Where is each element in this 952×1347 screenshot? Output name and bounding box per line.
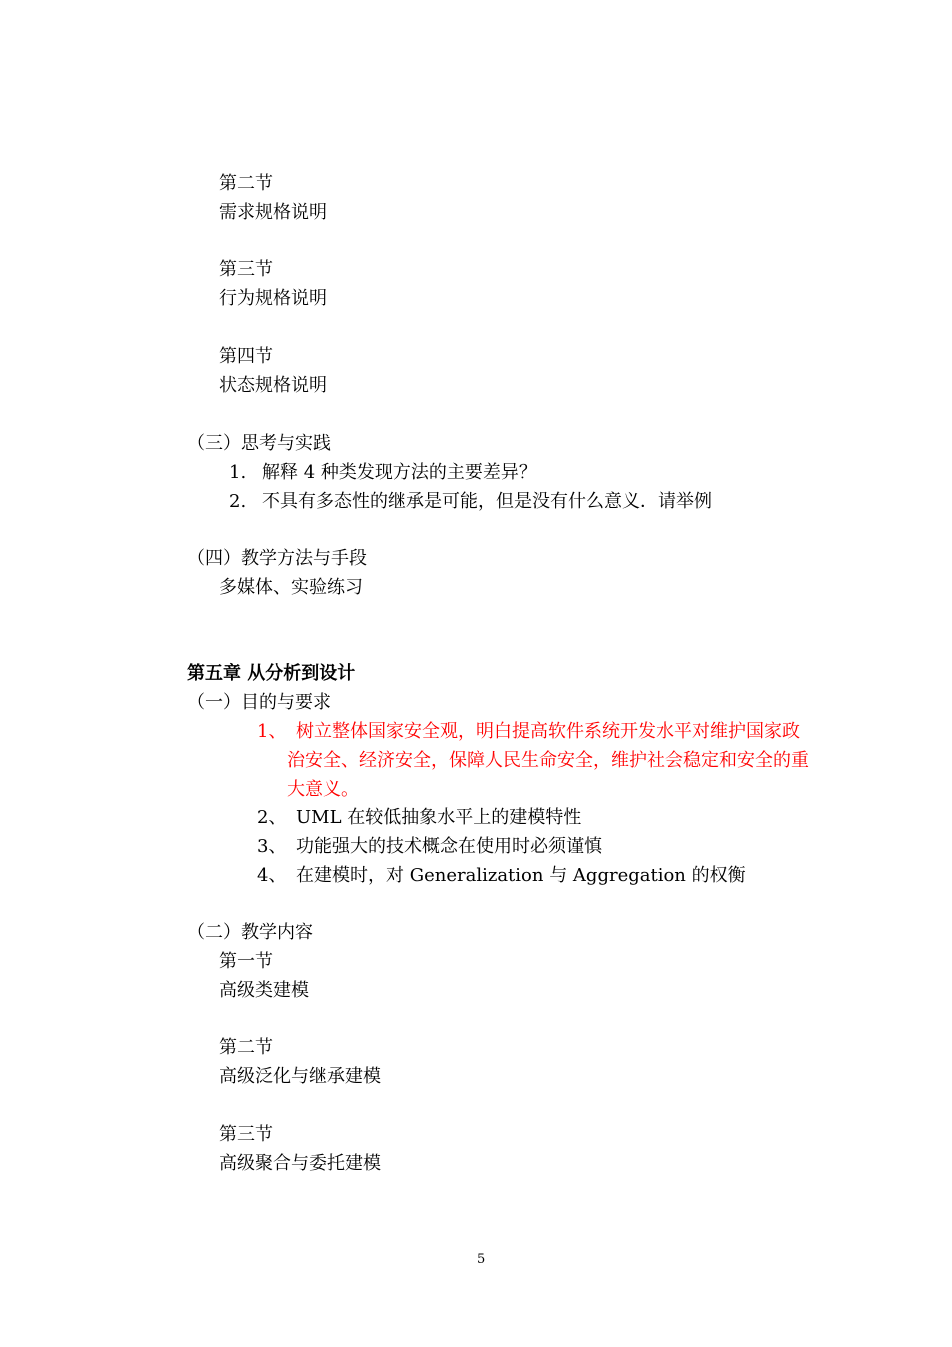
list-item-text: 治安全、经济安全，保障人民生命安全，维护社会稳定和安全的重 (287, 750, 809, 771)
list-item (229, 461, 537, 485)
list-item-text: 大意义。 (287, 779, 359, 800)
section-heading: 第二节 (219, 1037, 273, 1058)
list-item-text: 功能强大的技术概念在使用时必须谨慎 (296, 836, 602, 857)
list-item-number: 1. (229, 462, 247, 483)
list-item-number: 3、 (257, 836, 287, 857)
list-item-text: 解释 4 种类发现方法的主要差异？ (262, 462, 537, 483)
section-heading: 第一节 (219, 951, 273, 972)
section-heading: 第四节 (219, 346, 273, 367)
list-item-number: 1、 (257, 721, 287, 742)
section-heading: 第二节 (219, 173, 273, 194)
list-item (257, 806, 581, 830)
list-item-text: 在建模时，对 Generalization 与 Aggregation 的权衡 (296, 865, 746, 886)
list-item-number: 2. (229, 491, 247, 512)
list-item-number: 2、 (257, 807, 287, 828)
practice-label: （三）思考与实践 (187, 433, 331, 454)
content-label: （二）教学内容 (187, 922, 313, 943)
list-item-text: UML 在较低抽象水平上的建模特性 (296, 807, 582, 828)
section-title: 高级泛化与继承建模 (219, 1066, 381, 1087)
section-title: 高级类建模 (219, 980, 309, 1001)
section-heading: 第三节 (219, 1124, 273, 1145)
section-title: 行为规格说明 (219, 288, 327, 309)
section-title: 需求规格说明 (219, 202, 327, 223)
methods-text: 多媒体、实验练习 (219, 577, 363, 598)
list-item (257, 835, 602, 859)
section-title: 状态规格说明 (219, 375, 327, 396)
page-number: 5 (477, 1252, 486, 1267)
goals-label: （一）目的与要求 (187, 692, 331, 713)
section-title: 高级聚合与委托建模 (219, 1153, 381, 1174)
list-item-text: 树立整体国家安全观，明白提高软件系统开发水平对维护国家政 (296, 721, 800, 742)
section-heading: 第三节 (219, 259, 273, 280)
list-item-text: 不具有多态性的继承是可能，但是没有什么意义．请举例 (262, 491, 712, 512)
list-item-number: 4、 (257, 865, 287, 886)
list-item (229, 490, 712, 514)
chapter-title: 第五章 从分析到设计 (187, 663, 356, 684)
methods-label: （四）教学方法与手段 (187, 548, 367, 569)
list-item (257, 864, 746, 888)
